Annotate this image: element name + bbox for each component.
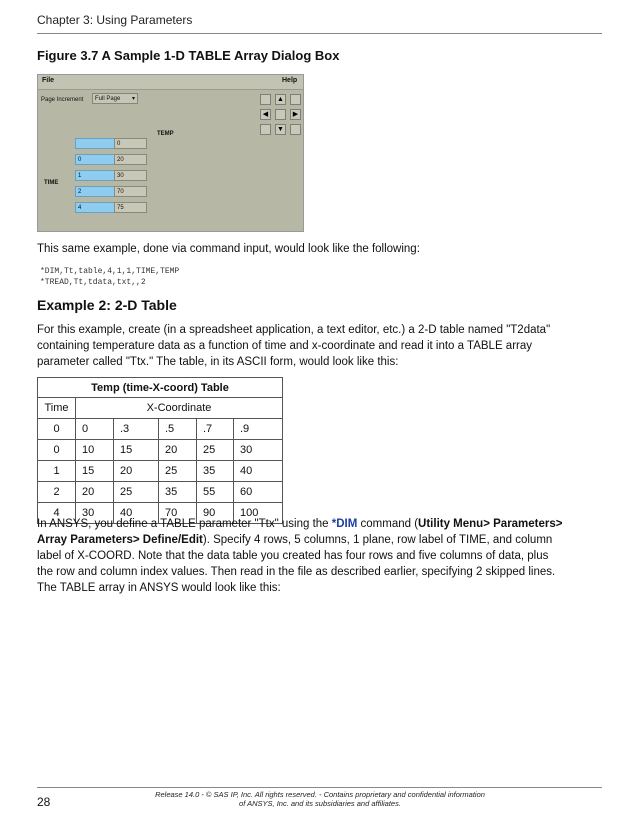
table-cell: .9 <box>234 419 283 440</box>
table-row <box>38 440 283 461</box>
paragraph-line: label of X-COORD. Note that the data table you created has four rows and five columns of data, plus <box>37 550 549 562</box>
paragraph-line: parameter called "Ttx." The table, in its ASCII form, would look like this: <box>37 356 399 368</box>
table-cell: 70 <box>159 503 197 524</box>
table-cell: 40 <box>114 503 159 524</box>
page-increment-value: Full Page <box>95 96 121 102</box>
table-cell: 40 <box>234 461 283 482</box>
nav-blank-button[interactable] <box>290 94 301 105</box>
nav-blank-button[interactable] <box>260 124 271 135</box>
index-cell[interactable]: 4 <box>75 202 115 213</box>
value-cell[interactable]: 75 <box>114 202 147 213</box>
table-cell: 30 <box>234 440 283 461</box>
table-cell: .7 <box>197 419 234 440</box>
table-cell: 0 <box>38 419 76 440</box>
intro-paragraph: This same example, done via command input, would look like the following: <box>37 243 420 255</box>
header-rule <box>37 33 602 34</box>
table-cell: 20 <box>159 440 197 461</box>
table-cell: 30 <box>76 503 114 524</box>
table-cell: 90 <box>197 503 234 524</box>
table-cell: .3 <box>114 419 159 440</box>
menu-help[interactable]: Help <box>282 77 298 84</box>
section-heading: Example 2: 2-D Table <box>37 297 177 313</box>
time-axis-label: TIME <box>44 180 59 186</box>
paragraph-line: the row and column index values. Then read in the file as described earlier, specifying 2 skipped lines. <box>37 566 556 578</box>
dialog-menubar <box>38 75 303 90</box>
example-paragraph <box>37 322 602 370</box>
page-increment-label: Page Increment <box>41 97 84 103</box>
table-cell: 25 <box>114 482 159 503</box>
table-cell: 25 <box>197 440 234 461</box>
table-cell: .5 <box>159 419 197 440</box>
index-cell[interactable]: 2 <box>75 186 115 197</box>
paragraph-line <box>37 516 602 532</box>
right-arrow-button[interactable]: ▶ <box>290 109 301 120</box>
nav-blank-button[interactable] <box>290 124 301 135</box>
footer-notice <box>120 790 520 808</box>
text-run: In ANSYS, you define a TABLE parameter "Ttx" using the <box>37 518 332 530</box>
table-row <box>38 419 283 440</box>
figure-caption: Figure 3.7 A Sample 1-D TABLE Array Dialog Box <box>37 48 340 63</box>
menu-path: Utility Menu> Parameters> <box>418 518 563 530</box>
table-cell: 1 <box>38 461 76 482</box>
paragraph-line: The TABLE array in ANSYS would look like this: <box>37 582 281 594</box>
up-arrow-button[interactable]: ▲ <box>275 94 286 105</box>
footer-line: Release 14.0 - © SAS IP, Inc. All rights reserved. - Contains proprietary and confidential information <box>155 790 485 799</box>
table-cell: 20 <box>76 482 114 503</box>
table-cell: 15 <box>76 461 114 482</box>
dropdown-icon: ▾ <box>131 96 135 102</box>
paragraph-line <box>37 532 602 548</box>
table-cell: 35 <box>159 482 197 503</box>
value-cell[interactable]: 70 <box>114 186 147 197</box>
table-cell: 100 <box>234 503 283 524</box>
text-run: ). Specify 4 rows, 5 columns, 1 plane, row label of TIME, and column <box>202 534 553 546</box>
page-increment-select[interactable] <box>92 93 138 104</box>
corner-cell[interactable] <box>75 138 115 149</box>
menu-path: Array Parameters> Define/Edit <box>37 534 203 546</box>
menu-file[interactable]: File <box>42 77 55 84</box>
col-header-cell: X-Coordinate <box>76 398 283 419</box>
row-header-cell: Time <box>38 398 76 419</box>
paragraph-line: containing temperature data as a function of time and x-coordinate and read it into a TABLE array <box>37 340 533 352</box>
nav-blank-button[interactable] <box>260 94 271 105</box>
footer-rule <box>37 787 602 788</box>
table-cell: 0 <box>76 419 114 440</box>
value-cell[interactable]: 20 <box>114 154 147 165</box>
code-block <box>40 266 179 288</box>
table-cell: 4 <box>38 503 76 524</box>
table-row <box>38 482 283 503</box>
after-table-paragraph <box>37 516 602 596</box>
code-line: *DIM,Tt,table,4,1,1,TIME,TEMP <box>40 267 180 276</box>
temp-data-table <box>37 377 283 524</box>
header-value-cell[interactable]: 0 <box>114 138 147 149</box>
page-number: 28 <box>37 795 51 809</box>
running-header: Chapter 3: Using Parameters <box>37 13 193 27</box>
table-cell: 55 <box>197 482 234 503</box>
down-arrow-button[interactable]: ▼ <box>275 124 286 135</box>
table-cell: 2 <box>38 482 76 503</box>
footer-line: of ANSYS, Inc. and its subsidiaries and affiliates. <box>239 799 401 808</box>
table-cell: 20 <box>114 461 159 482</box>
value-cell[interactable]: 30 <box>114 170 147 181</box>
left-arrow-button[interactable]: ◀ <box>260 109 271 120</box>
table-cell: 35 <box>197 461 234 482</box>
dim-command-link[interactable]: *DIM <box>331 518 358 530</box>
code-line: *TREAD,Tt,tdata,txt,,2 <box>40 278 146 287</box>
index-cell[interactable]: 1 <box>75 170 115 181</box>
table-row <box>38 461 283 482</box>
table-cell: 10 <box>76 440 114 461</box>
table-cell: 15 <box>114 440 159 461</box>
index-cell[interactable]: 0 <box>75 154 115 165</box>
table-array-dialog <box>37 74 304 232</box>
table-cell: 25 <box>159 461 197 482</box>
table-title: Temp (time-X-coord) Table <box>38 378 283 398</box>
nav-blank-button[interactable] <box>275 109 286 120</box>
temp-axis-label: TEMP <box>157 131 174 137</box>
table-cell: 60 <box>234 482 283 503</box>
text-run: command ( <box>357 518 419 530</box>
paragraph-line: For this example, create (in a spreadsheet application, a text editor, etc.) a 2-D table named "T2data" <box>37 324 551 336</box>
table-cell: 0 <box>38 440 76 461</box>
